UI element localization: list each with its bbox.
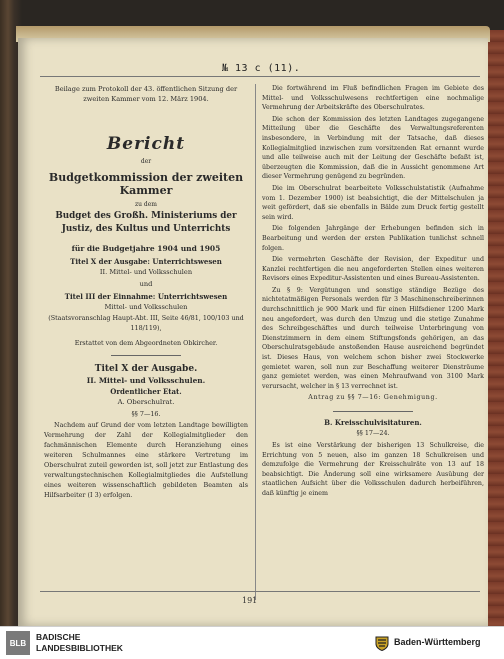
library-footer — [0, 626, 504, 659]
separator — [111, 355, 181, 356]
left-column — [44, 84, 248, 500]
bottom-rule — [40, 591, 480, 592]
titel-x-sub: II. Mittel- und Volksschulen — [99, 268, 193, 276]
beilage-note: Beilage zum Protokoll der 43. öffentlichen Sitzung der zweiten Kammer vom 12. März 1904. — [54, 85, 238, 103]
und-word: und — [139, 280, 153, 288]
budget-years: für die Budgetjahre 1904 und 1905 — [71, 244, 221, 253]
right-column — [262, 84, 484, 501]
section-titel: Titel X der Ausgabe. — [94, 364, 198, 374]
library-name-line1: BADISCHE — [36, 632, 81, 642]
zu-dem: zu dem — [134, 201, 157, 208]
blb-logo-icon[interactable] — [6, 631, 30, 655]
book-spine — [488, 30, 504, 626]
page-serial: № 13 c (11). — [222, 63, 301, 74]
body-paragraph: Nachdem auf Grund der vom letzten Landtage bewilligten Vermehrung der Zahl der Kollegialmitglieder den fachmännischen Elemente durch Heranziehung eines weiteren Schulmannes eine stärkere Vertretung im Oberschulrat zuteil geworden ist, soll jetzt zur Entlastung des verwaltungstechnischen Kollegialmitgliedes die Aufstellung eines weiteren wissenschaftlich gebildeten Beamten als Hilfsarbeiter (I 3) erfolgen. — [44, 421, 248, 499]
state-name[interactable]: Baden-Württemberg — [394, 637, 481, 647]
staatsvoranschlag-ref: (Staatsvoranschlag Haupt-Abt. III, Seite 46/81, 100/103 und 118/119), — [48, 314, 244, 332]
section-oberschulrat: A. Oberschulrat. — [117, 398, 175, 406]
budget-title: Budget des Großh. Ministeriums der Justiz, des Kultus und Unterrichts — [55, 211, 237, 234]
antrag-line: Antrag zu §§ 7—16: Genehmigung. — [308, 394, 438, 402]
report-heading: Bericht — [106, 134, 186, 154]
section-b-body: Es ist eine Verstärkung der bisherigen 13 Schulkreise, die Errichtung von 5 neuen, also im ganzen 18 Schulkreisen und demzufolge die Vermehrung der Kreisschulräte von 13 auf 18 beabsichtigt. Die Änderung soll eine wirksamere Ausübung der staatlichen Aufsicht über die Volksschulen dadurch herbeiführen, daß künftig je einem — [262, 442, 484, 497]
right-paragraph: Die folgenden Jahrgänge der Erhebungen befinden sich in Bearbeitung und werden der ersten Publikation tunlichst schnell folgen. — [262, 225, 484, 252]
crest-icon — [374, 635, 390, 651]
library-name-line2: LANDESBIBLIOTHEK — [36, 643, 123, 653]
library-name[interactable] — [36, 632, 123, 654]
right-paragraph: Die im Oberschulrat bearbeitete Volksschulstatistik (Aufnahme vom 1. Dezember 1900) ist beabsichtigt, die der Mittelschulen ja weit gefördert, daß sie ebenfalls in Bälde zum Druck fertig gestellt sein wird. — [262, 184, 484, 221]
commission-title: Budgetkommission der zweiten Kammer — [48, 171, 244, 197]
section-paragraphs: §§ 7—16. — [131, 410, 161, 418]
der-word: der — [140, 158, 152, 165]
separator — [333, 411, 413, 412]
section-b-head: B. Kreisschulvisitaturen. — [324, 418, 422, 427]
titel-iii-sub: Mittel- und Volksschulen — [104, 303, 188, 311]
page-number: 191 — [242, 596, 258, 605]
section-schulen: II. Mittel- und Volksschulen. — [86, 376, 206, 385]
section-etat: Ordentlicher Etat. — [110, 387, 182, 396]
reporter-line: Erstattet von dem Abgeordneten Obkircher. — [74, 339, 218, 347]
top-rule — [40, 76, 480, 77]
blb-logo-text: BLB — [9, 638, 27, 648]
right-paragraph: Zu § 9: Vergütungen und sonstige ständige Bezüge des nichtetatmäßigen Personals werden für 3 Maschinenschreiberinnen durchschnittlich je 900 Mark und für einen Hilfsdiener 1200 Mark neu angefordert, was durch den Umzug und die stetige Zunahme des Schreibgeschäftes und durch teilweise Unterbringung von Dienstzimmern in dem einem Stiftungsfonds gehörigen, an das Oberschulratsgebäude anstoßenden Hause ausreichend begründet ist. Dieses Haus, von welchem schon bisher zwei Stockwerke gemietet waren, soll nun zur Beschaffung weiterer Diensträume ganz gemietet werden, was einen Mehraufwand von 3100 Mark verursacht, welcher in § 13 verrechnet ist. — [262, 286, 484, 390]
column-divider — [255, 84, 256, 600]
titel-x-line: Titel X der Ausgabe: Unterrichtswesen — [70, 257, 222, 266]
right-paragraph: Die vermehrten Geschäfte der Revision, der Expeditur und Kanzlei rechtfertigen die neu angeforderten Stellen eines weiteren Revisors eines Expeditur-Assistenten und eines Bureau-Assistenten. — [262, 256, 484, 283]
right-paragraph: Die fortwährend im Fluß befindlichen Fragen im Gebiete des Mittel- und Volksschulwesens rechtfertigen eine nochmalige Vermehrung der Arbeitskräfte des Oberschulrates. — [262, 85, 484, 112]
section-b-paragraphs: §§ 17—24. — [356, 429, 390, 437]
right-paragraph: Die schon der Kommission des letzten Landtages zugegangene Mitteilung über die Geschäfte des Verwaltungsreferenten insbesondere, in Verbindung mit der Tatsache, daß dieses Kollegialmitglied inzwischen zum vorsitzenden Rat ernannt wurde und alle teilweise auch mit der Leitung der Geschäfte befaßt ist, überzeugten die Kommission, daß die in Aussicht genommene Art dieser Vermehrung genügend zu begründen. — [262, 115, 484, 181]
baden-wuerttemberg-crest-icon[interactable] — [374, 635, 390, 651]
titel-iii-line: Titel III der Einnahme: Unterrichtswesen — [64, 292, 228, 301]
